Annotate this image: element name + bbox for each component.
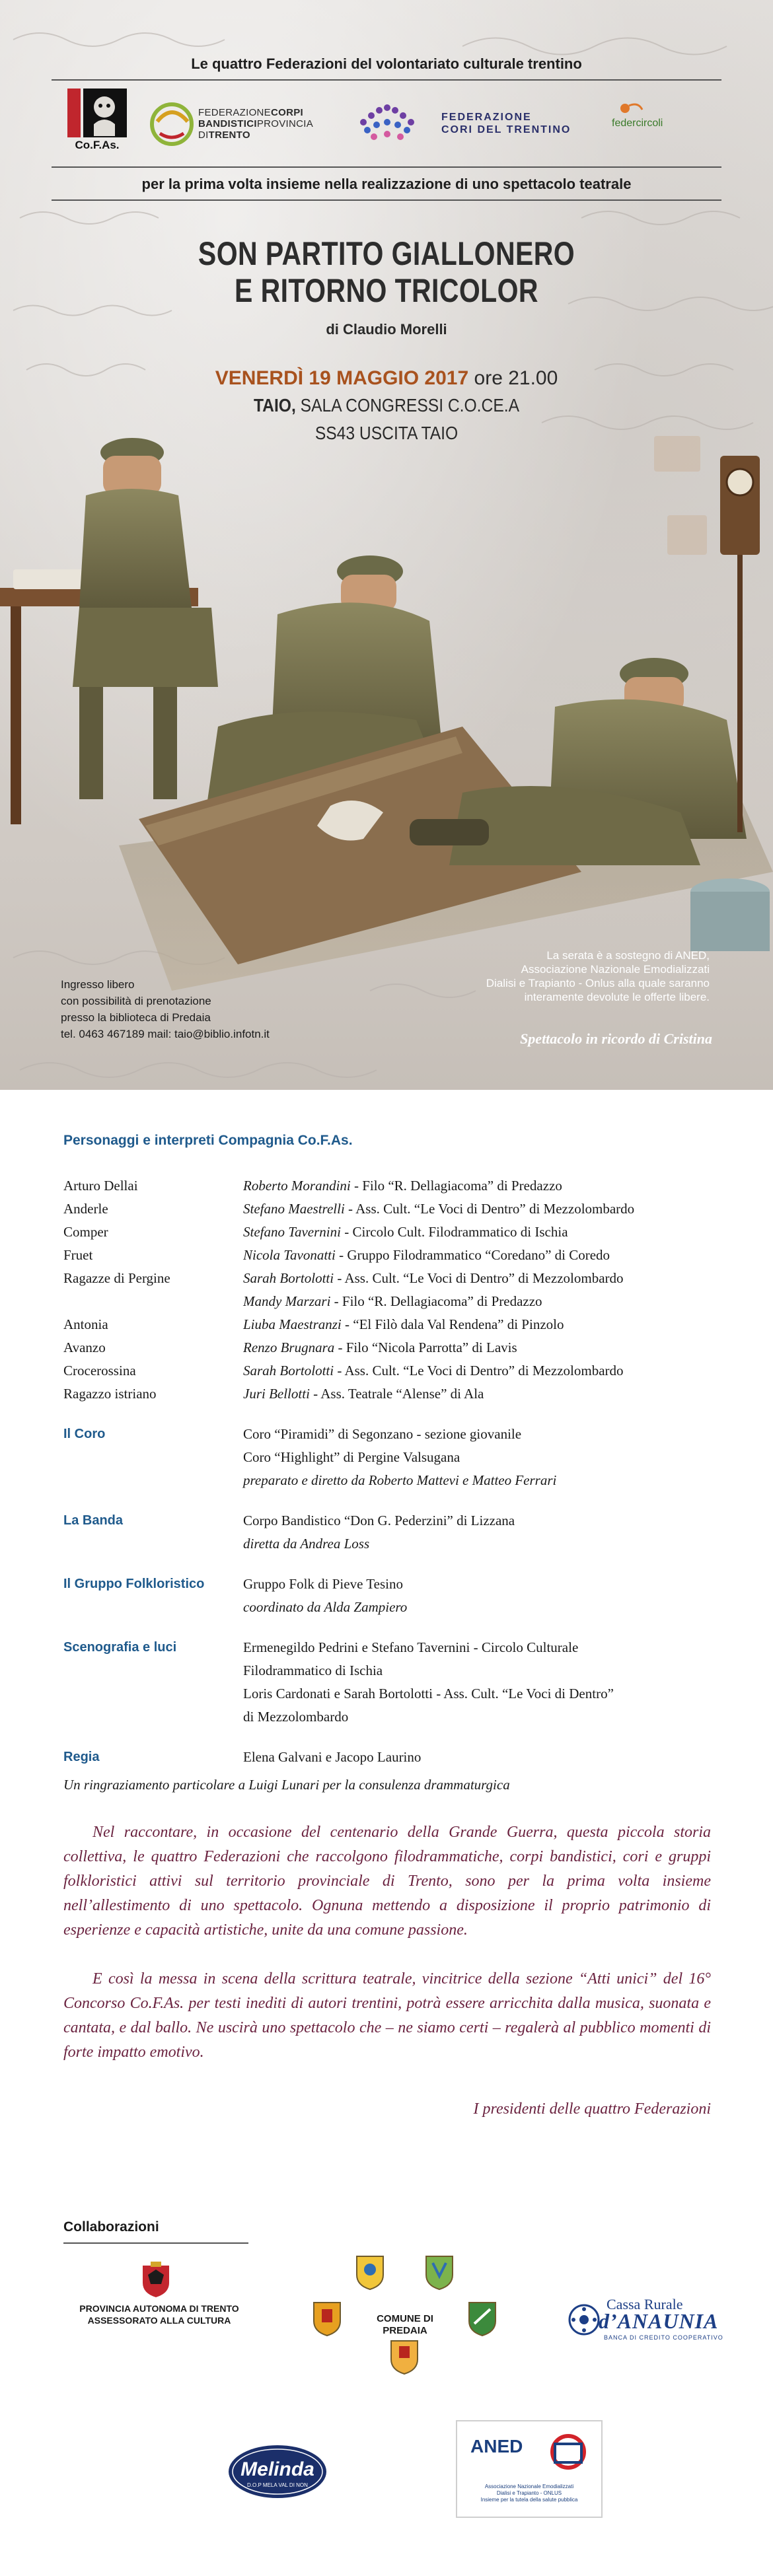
federations-heading: Le quattro Federazioni del volontariato culturale trentino: [191, 55, 582, 72]
cast-section-title: Personaggi e interpreti Compagnia Co.F.As.: [63, 1133, 353, 1148]
federcircoli-logo-text: federcircoli: [612, 118, 663, 129]
subheading: per la prima volta insieme nella realizzazione di uno spettacolo teatrale: [141, 176, 632, 192]
folk-director: coordinato da Alda Zampiero: [243, 1599, 408, 1615]
logos-rule: [52, 166, 721, 168]
top-rule: [52, 79, 721, 81]
credits-list: [63, 1174, 724, 1769]
cast-row: Fruet Nicola Tavonatti - Gruppo Filodrammatico “Coredano” di Coredo: [63, 1247, 610, 1263]
cofas-logo-label: Co.F.As.: [75, 139, 120, 151]
author: di Claudio Morelli: [326, 321, 447, 338]
cassa-rurale-label: Cassa Rurale: [607, 2296, 683, 2312]
aned-sublabel: Associazione Nazionale Emodializzati Dialisi e Trapianto - ONLUS Insieme per la tutela della salute pubblica: [480, 2484, 578, 2503]
memorial-line: Spettacolo in ricordo di Cristina: [520, 1030, 712, 1047]
cast-row: Ragazzo istriano Juri Bellotti - Ass. Teatrale “Alense” di Ala: [63, 1386, 484, 1402]
date-text: VENERDÌ 19 MAGGIO 2017: [215, 367, 469, 389]
letter-signature: I presidenti delle quattro Federazioni: [473, 2100, 711, 2118]
folk-row: Il Gruppo Folkloristico Gruppo Folk di Pieve Tesino: [63, 1576, 403, 1592]
melinda-label: Melinda: [240, 2458, 314, 2480]
venue: TAIO, SALA CONGRESSI C.O.CE.A: [253, 395, 520, 415]
coro-director: preparato e diretto da Roberto Mattevi e Matteo Ferrari: [243, 1472, 557, 1488]
cast-row: Avanzo Renzo Brugnara - Filo “Nicola Parrotta” di Lavis: [63, 1340, 517, 1355]
regia-row: Regia Elena Galvani e Jacopo Laurino: [63, 1749, 422, 1765]
subheading-rule: [52, 199, 721, 201]
scenografia-row-2: Filodrammatico di Ischia: [243, 1663, 383, 1678]
coro-row: Il Coro Coro “Piramidi” di Segonzano - sezione giovanile: [63, 1426, 522, 1442]
time-text: ore 21.00: [474, 367, 558, 389]
scenografia-row-3: Loris Cardonati e Sarah Bortolotti - Ass. Cult. “Le Voci di Dentro”: [243, 1686, 614, 1701]
charity-info: La serata è a sostegno di ANED, Associazione Nazionale Emodializzati Dialisi e Trapianto - Onlus alla quale saranno interamente devolute le offerte libere.: [486, 949, 710, 1003]
cast-row: Crocerossina Sarah Bortolotti - Ass. Cult. “Le Voci di Dentro” di Mezzolombardo: [63, 1363, 624, 1378]
banda-director: diretta da Andrea Loss: [243, 1536, 370, 1552]
aned-label: ANED: [470, 2436, 523, 2456]
melinda-sublabel: D.O.P MELA VAL DI NON: [247, 2482, 308, 2488]
banda-row: La Banda Corpo Bandistico “Don G. Pederzini” di Lizzana: [63, 1513, 515, 1528]
cassa-rurale-icon: [566, 2301, 603, 2338]
collaborations-title: Collaborazioni: [63, 2219, 159, 2235]
scenografia-row: Scenografia e luci Ermenegildo Pedrini e Stefano Tavernini - Circolo Culturale: [63, 1639, 579, 1655]
event-date: [0, 367, 773, 390]
cassa-rurale-tagline: BANCA DI CREDITO COOPERATIVO: [604, 2334, 723, 2341]
collaborations-rule: [63, 2242, 248, 2244]
cast-row: Ragazze di Pergine Sarah Bortolotti - Ass. Cult. “Le Voci di Dentro” di Mezzolombardo: [63, 1270, 624, 1286]
cast-row: Anderle Stefano Maestrelli - Ass. Cult. “Le Voci di Dentro” di Mezzolombardo: [63, 1201, 635, 1217]
cast-row: Comper Stefano Tavernini - Circolo Cult. Filodrammatico di Ischia: [63, 1224, 568, 1240]
thanks-line: Un ringraziamento particolare a Luigi Lunari per la consulenza drammaturgica: [63, 1777, 510, 1793]
venue-directions: SS43 USCITA TAIO: [314, 423, 459, 443]
cast-row: Arturo Dellai Roberto Morandini - Filo “R. Dellagiacoma” di Predazzo: [63, 1178, 562, 1194]
cassa-rurale-name: d’ANAUNIA: [599, 2309, 719, 2333]
poster-top: [0, 0, 773, 1090]
coro-row-2: Coro “Highlight” di Pergine Valsugana: [243, 1449, 460, 1465]
provincia-crest-icon: [136, 2260, 176, 2300]
predaia-label: COMUNE DI PREDAIA: [377, 2313, 433, 2336]
cast-row: Mandy Marzari - Filo “R. Dellagiacoma” di Predazzo: [243, 1293, 542, 1309]
letter-paragraph-1: Nel raccontare, in occasione del centenario della Grande Guerra, questa piccola storia collettiva, le quattro Federazioni che raccolgono filodrammatiche, corpi bandistici, cori e gruppi folkloristici attivi sul territorio provinciale di Trento, sono per la prima volta insieme nell’allestimento di uno spettacolo. Ognuna mettendo a disposizione il proprio patrimonio di esperienze e capacità artistiche, unite da una comune passione.: [63, 1824, 711, 1939]
provincia-label: PROVINCIA AUTONOMA DI TRENTO ASSESSORATO ALLA CULTURA: [79, 2303, 239, 2326]
reservation-info: Ingresso libero con possibilità di prenotazione presso la biblioteca di Predaia tel. 0463 467189 mail: taio@biblio.infotn.it: [61, 978, 270, 1040]
cori-logo: [350, 96, 443, 149]
letter-paragraph-2: E così la messa in scena della scrittura teatrale, vincitrice della sezione “Atti unici” del 16° Concorso Co.F.As. per testi inediti di autori trentini, potrà essere arricchita dalla musica, suonata e cantata, e dal ballo. Ne uscirà uno spettacolo che – ne siamo certi – regalerà al pubblico momenti di forte impatto emotivo.: [63, 1970, 711, 2061]
predaia-crests-icon: [311, 2243, 502, 2375]
show-title: SON PARTITO GIALLONERO E RITORNO TRICOLOR: [198, 235, 575, 309]
bande-logo-text: FEDERAZIONECORPI BANDISTICIPROVINCIA DITRENTO: [198, 107, 314, 141]
cori-logo-text: FEDERAZIONE CORI DEL TRENTINO: [441, 112, 571, 135]
cast-row: Antonia Liuba Maestranzi - “El Filò dala Val Rendena” di Pinzolo: [63, 1316, 564, 1332]
scenografia-row-4: di Mezzolombardo: [243, 1709, 349, 1725]
